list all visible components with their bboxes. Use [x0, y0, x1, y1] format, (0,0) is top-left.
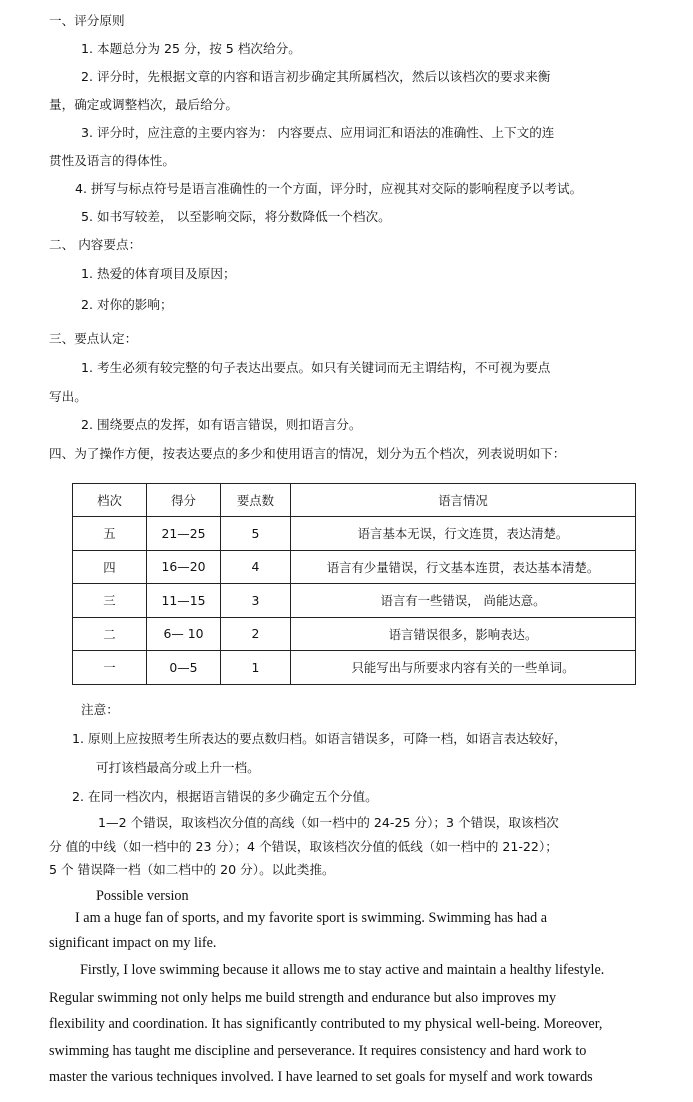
- notes-heading: 注意：: [81, 702, 119, 717]
- section-heading: 一、评分原则: [49, 13, 125, 28]
- essay-line: Regular swimming not only helps me build strength and endurance but also improves my: [49, 990, 557, 1006]
- language-cell: 语言有一些错误， 尚能达意。: [291, 584, 636, 618]
- paragraph: 5. 如书写较差， 以至影响交际，将分数降低一个档次。: [81, 209, 391, 224]
- column-header-points: 要点数: [221, 484, 291, 517]
- paragraph: 写出。: [49, 389, 87, 404]
- grade-cell: 二: [73, 617, 147, 651]
- points-cell: 4: [221, 550, 291, 584]
- table-row: [73, 617, 636, 651]
- paragraph: 2. 围绕要点的发挥，如有语言错误，则扣语言分。: [81, 417, 362, 432]
- score-cell: 0—5: [147, 651, 221, 685]
- paragraph: 量，确定或调整档次，最后给分。: [49, 97, 238, 112]
- section-heading: 二、 内容要点：: [49, 237, 142, 252]
- points-cell: 3: [221, 584, 291, 618]
- column-header-language: 语言情况: [291, 484, 636, 517]
- score-cell: 6— 10: [147, 617, 221, 651]
- scoring-table: [72, 483, 636, 685]
- paragraph: 2. 评分时，先根据文章的内容和语言初步确定其所属档次，然后以该档次的要求来衡: [81, 69, 551, 84]
- points-cell: 5: [221, 517, 291, 551]
- table-header-row: [73, 484, 636, 517]
- essay-line: swimming has taught me discipline and perseverance. It requires consistency and hard work to: [49, 1043, 587, 1059]
- note-item: 分 值的中线（如一档中的 23 分）；4 个错误，取该档次分值的低线（如一档中的 21-22）；: [49, 839, 558, 854]
- section-heading: 四、为了操作方便，按表达要点的多少和使用语言的情况，划分为五个档次，列表说明如下：: [49, 446, 566, 461]
- language-cell: 语言错误很多，影响表达。: [291, 617, 636, 651]
- language-cell: 语言基本无误，行文连贯，表达清楚。: [291, 517, 636, 551]
- column-header-score: 得分: [147, 484, 221, 517]
- note-item: 1. 原则上应按照考生所表达的要点数归档。如语言错误多，可降一档，如语言表达较好，: [72, 731, 567, 746]
- note-item: 可打该档最高分或上升一档。: [96, 760, 260, 775]
- score-cell: 16—20: [147, 550, 221, 584]
- paragraph: 2. 对你的影响；: [81, 297, 173, 312]
- paragraph: 贯性及语言的得体性。: [49, 153, 175, 168]
- paragraph: 1. 本题总分为 25 分，按 5 档次给分。: [81, 41, 301, 56]
- column-header-grade: 档次: [73, 484, 147, 517]
- table-row: [73, 517, 636, 551]
- table-row: [73, 584, 636, 618]
- note-item: 5 个 错误降一档（如二档中的 20 分）。以此类推。: [49, 862, 335, 877]
- language-cell: 只能写出与所要求内容有关的一些单词。: [291, 651, 636, 685]
- grade-cell: 三: [73, 584, 147, 618]
- grade-cell: 一: [73, 651, 147, 685]
- essay-line: significant impact on my life.: [49, 935, 217, 951]
- essay-line: master the various techniques involved. I have learned to set goals for myself and work towards: [49, 1069, 593, 1085]
- paragraph: 1. 热爱的体育项目及原因；: [81, 266, 236, 281]
- table-row: [73, 651, 636, 685]
- note-item: 2. 在同一档次内，根据语言错误的多少确定五个分值。: [72, 789, 378, 804]
- points-cell: 2: [221, 617, 291, 651]
- language-cell: 语言有少量错误，行文基本连贯，表达基本清楚。: [291, 550, 636, 584]
- note-item: 1—2 个错误，取该档次分值的高线（如一档中的 24-25 分）；3 个错误，取该档次: [98, 815, 559, 830]
- table-row: [73, 550, 636, 584]
- paragraph: 1. 考生必须有较完整的句子表达出要点。如只有关键词而无主谓结构，不可视为要点: [81, 360, 551, 375]
- essay-line: flexibility and coordination. It has significantly contributed to my physical well-being. Moreover,: [49, 1016, 603, 1032]
- essay-line: I am a huge fan of sports, and my favorite sport is swimming. Swimming has had a: [75, 910, 548, 926]
- grade-cell: 四: [73, 550, 147, 584]
- section-heading: 三、要点认定：: [49, 331, 138, 346]
- points-cell: 1: [221, 651, 291, 685]
- score-cell: 21—25: [147, 517, 221, 551]
- paragraph: 3. 评分时，应注意的主要内容为： 内容要点、应用词汇和语法的准确性、上下文的连: [81, 125, 555, 140]
- essay-line: Firstly, I love swimming because it allows me to stay active and maintain a healthy lifestyle.: [80, 962, 605, 978]
- paragraph: 4. 拼写与标点符号是语言准确性的一个方面，评分时，应视其对交际的影响程度予以考试。: [75, 181, 583, 196]
- grade-cell: 五: [73, 517, 147, 551]
- score-cell: 11—15: [147, 584, 221, 618]
- essay-label: Possible version: [96, 888, 189, 904]
